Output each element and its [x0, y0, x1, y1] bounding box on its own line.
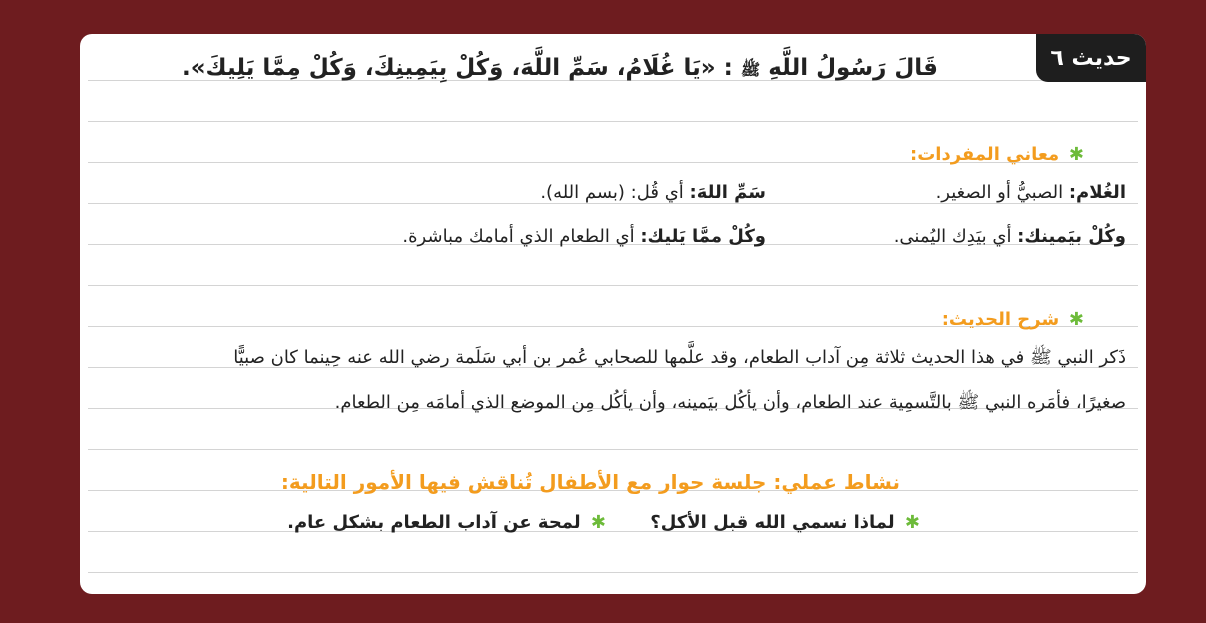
hadith-card — [80, 34, 1146, 594]
hadith-quote: : «يَا غُلَامُ، سَمِّ اللَّهَ، وَكُلْ بِيَمِينِكَ، وَكُلْ مِمَّا يَلِيكَ». — [181, 55, 733, 81]
hadith-text — [182, 55, 938, 83]
hadith-intro: قَالَ رَسُولُ اللَّهِ — [768, 55, 938, 81]
vocab-heading: ✱ معاني المفردات: — [910, 144, 1084, 165]
rule-line — [88, 449, 1138, 450]
activity-item: ✱ لمحة عن آداب الطعام بشكل عام. — [287, 512, 606, 533]
rule-line — [88, 121, 1138, 122]
salutation-glyph: ﷺ — [740, 60, 761, 79]
vocab-item: وكُلْ بيَمينك: أي بيَدِك اليُمنى. — [893, 226, 1126, 247]
star-icon: ✱ — [1068, 309, 1084, 330]
explanation-heading: ✱ شرح الحديث: — [941, 309, 1084, 330]
hadith-number-tag: حديث ٦ — [1036, 34, 1146, 82]
vocab-item: الغُلام: الصبيُّ أو الصغير. — [935, 182, 1126, 203]
activity-item: ✱ لماذا نسمي الله قبل الأكل؟ — [650, 512, 920, 533]
vocab-item: وكُلْ ممَّا يَليك: أي الطعام الذي أمامك مباشرة. — [402, 226, 766, 247]
vocab-item: سَمِّ اللهَ: أي قُل: (بسم الله). — [540, 182, 766, 203]
rule-line — [88, 203, 1138, 204]
star-icon: ✱ — [1068, 144, 1084, 165]
explanation-line: صغيرًا، فأمَره النبي ﷺ بالتَّسمِية عند الطعام، وأن يأكُل بيَمينه، وأن يأكُل مِن الموضع الذي أمامَه مِن الطعام. — [334, 392, 1126, 413]
activity-title: نشاط عملي: جلسة حوار مع الأطفال تُناقش فيها الأمور التالية: — [280, 470, 900, 494]
star-icon: ✱ — [904, 512, 920, 533]
star-icon: ✱ — [590, 512, 606, 533]
explanation-line: ذَكر النبي ﷺ في هذا الحديث ثلاثة مِن آداب الطعام، وقد علَّمها للصحابي عُمر بن أبي سَلَمة رضي الله عنه حِينما كان صبيًّا — [233, 347, 1126, 368]
rule-line — [88, 572, 1138, 573]
rule-line — [88, 285, 1138, 286]
rule-line — [88, 531, 1138, 532]
